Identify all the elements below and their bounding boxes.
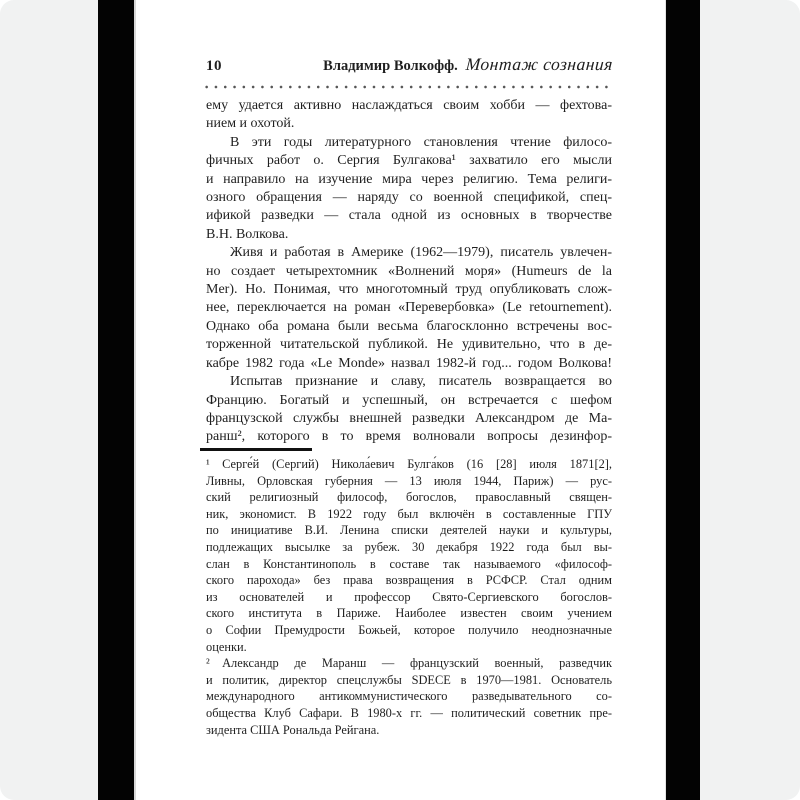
text-line: по инициативе В.И. Ленина списки деятелей науки и культуры, [206, 523, 612, 538]
text-line: подлежащих высылке за рубеж. 30 декабря 1922 года был вы- [206, 539, 612, 554]
text-line: из основателей и профессор Свято-Сергиевского богослов- [206, 589, 612, 604]
paragraph [206, 97, 612, 134]
text-line: и политик, директор спецслужбы SDECE в 1970—1981. Основатель [206, 672, 612, 687]
footnote-separator [200, 448, 312, 451]
text-line: общества Клуб Сафари. В 1980-х гг. — политический советник пре- [206, 705, 612, 720]
text-line: слан в Константинополь в составе так называемого «философ- [206, 556, 612, 571]
text-line: о Софии Премудрости Божьей, которое получило неоднозначные [206, 622, 612, 637]
text-line: Однако оба романа были весьма благосклонно встречены вос- [206, 318, 612, 334]
book-page [134, 0, 666, 800]
text-line: Испытав признание и славу, писатель возвращается во [230, 374, 612, 390]
text-line: кабре 1982 года «Le Monde» назвал 1982-й год... годом Волкова! [206, 355, 612, 371]
text-line: ² Александр де Маранш — французский военный, разведчик [206, 656, 612, 671]
text-line: и направило на изучение мира через религию. Тема религи- [206, 171, 612, 187]
book-cover-edge-left [98, 0, 134, 800]
text-line: Францию. Богатый и успешный, он встречается с шефом [206, 392, 612, 408]
paragraph [206, 373, 612, 447]
text-line: ранш², которого в то время волновали вопросы дезинфор- [206, 429, 612, 445]
text-line: ского парохода» без права возвращения в РСФСР. Стал одним [206, 573, 612, 588]
text-line: французской службы внешней разведки Александром де Ма- [206, 410, 612, 426]
text-line: зидента США Рональда Рейгана. [206, 722, 380, 737]
author-name: Владимир Волкофф. [323, 58, 458, 74]
text-line: ник, экономист. В 1922 году был включён в составленные ГПУ [206, 506, 612, 521]
text-line: торженной читательской публикой. Не удивительно, что в де- [206, 337, 612, 353]
text-line: Ливны, Орловская губерния — 13 июля 1944, Париж) — рус- [206, 473, 612, 488]
text-line: ификой разведки — стала одной из основных в творчестве [206, 208, 612, 224]
text-line: Живя и работая в Америке (1962—1979), писатель увлечен- [230, 245, 612, 261]
running-header-title [323, 54, 612, 75]
body-text [206, 97, 612, 447]
text-line: нием и охотой. [206, 116, 295, 132]
text-line: Mer). Но. Понимая, что многотомный труд опубликовать слож- [206, 282, 612, 298]
book-cover-edge-right [666, 0, 700, 800]
running-header [206, 54, 612, 78]
text-line: ¹ Серге́й (Сергий) Никола́евич Булга́ков (16 [28] июля 1871[2], [206, 457, 612, 471]
text-line: оценки. [206, 639, 247, 654]
book-title-script: Монтаж сознания [464, 54, 614, 74]
text-line: ему удается активно наслаждаться своим хобби — фехтова- [206, 98, 612, 113]
text-line: фичных работ о. Сергия Булгакова¹ захватило его мысли [206, 153, 612, 169]
paragraph [206, 244, 612, 373]
text-line: нее, переключается на роман «Перевербовка» (Le retournement). [206, 300, 612, 316]
text-line: но создает четырехтомник «Волнений моря» (Humeurs de la [206, 263, 612, 279]
text-line: ский религиозный философ, богослов, православный священ- [206, 490, 612, 505]
text-line: международного антикоммунистического разведывательного со- [206, 689, 612, 704]
text-line: В.Н. Волкова. [206, 226, 289, 242]
footnote [206, 456, 612, 655]
paragraph [206, 134, 612, 244]
page-number: 10 [206, 58, 222, 74]
footnotes [206, 456, 612, 738]
text-line: озного обращения — наряду со военной спецификой, спец- [206, 190, 612, 206]
text-line: ского института в Париже. Наиболее известен своим учением [206, 606, 612, 621]
footnote [206, 655, 612, 738]
text-line: В эти годы литературного становления чтение филосо- [230, 134, 612, 150]
dotted-separator [202, 84, 614, 90]
